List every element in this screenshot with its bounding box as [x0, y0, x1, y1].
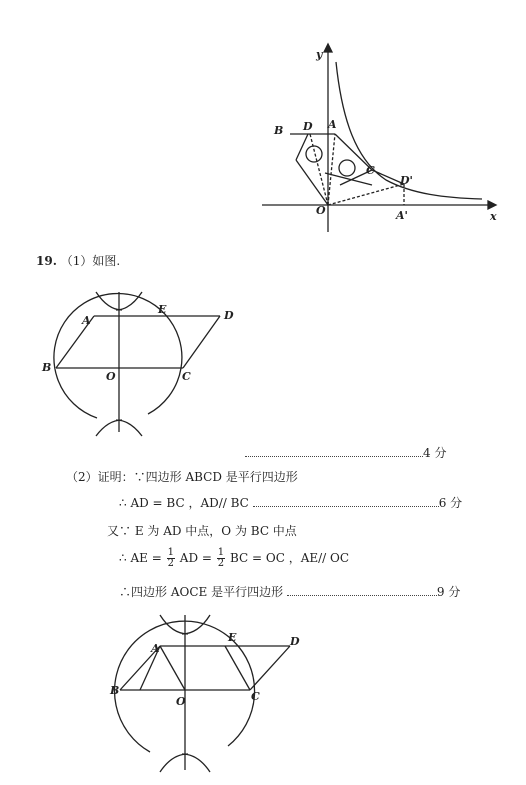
- question-number: 19.: [36, 254, 57, 268]
- segment-ec: [225, 646, 250, 690]
- label-e: E: [158, 303, 167, 316]
- arc-mark-bottom-right: [182, 754, 210, 772]
- frac1-den: 2: [167, 558, 174, 569]
- part1-label: （1）如图.: [60, 254, 121, 268]
- frac2-den: 2: [217, 558, 225, 569]
- segment-ao: [160, 646, 185, 690]
- ae-prefix: ∴ AE =: [119, 551, 162, 565]
- frac2-num: 1: [217, 547, 225, 558]
- ae-mid: AD =: [179, 551, 212, 565]
- label-b: B: [42, 361, 52, 374]
- because-2: 又∵ E 为 AD 中点，O 为 BC 中点: [107, 524, 297, 538]
- label-d: D: [224, 309, 234, 322]
- label-b: B: [110, 684, 120, 697]
- label-y: y: [316, 48, 323, 61]
- label-c: C: [182, 370, 191, 383]
- label-e: E: [228, 631, 237, 644]
- label-a: A: [328, 118, 337, 131]
- label-b: B: [274, 124, 284, 137]
- label-a: A: [151, 642, 160, 655]
- score-2: 9 分: [436, 585, 461, 599]
- label-a: A: [82, 314, 91, 327]
- label-c: C: [251, 690, 260, 703]
- label-c: C: [366, 164, 375, 177]
- part2-label: （2）证明：: [66, 470, 134, 484]
- label-o: O: [316, 204, 326, 217]
- segment-dc: [250, 646, 290, 690]
- label-dprime: D': [400, 174, 413, 187]
- label-o: O: [106, 370, 116, 383]
- label-o: O: [176, 695, 186, 708]
- frac1-num: 1: [167, 547, 174, 558]
- label-aprime: A': [396, 209, 408, 222]
- label-d: D: [290, 635, 300, 648]
- label-x: x: [490, 210, 497, 223]
- label-d: D: [303, 120, 313, 133]
- score-1: 6 分: [438, 496, 463, 510]
- arc-mark-bottom-left: [160, 754, 188, 772]
- because-1: ∵四边形 ABCD 是平行四边形: [133, 470, 298, 484]
- part1-score: 4 分: [423, 446, 447, 460]
- therefore-1: ∴ AD = BC ，AD// BC: [119, 496, 249, 510]
- therefore-2: ∴四边形 AOCE 是平行四边形: [119, 585, 284, 599]
- ae-suffix: BC = OC ，AE// OC: [229, 551, 350, 565]
